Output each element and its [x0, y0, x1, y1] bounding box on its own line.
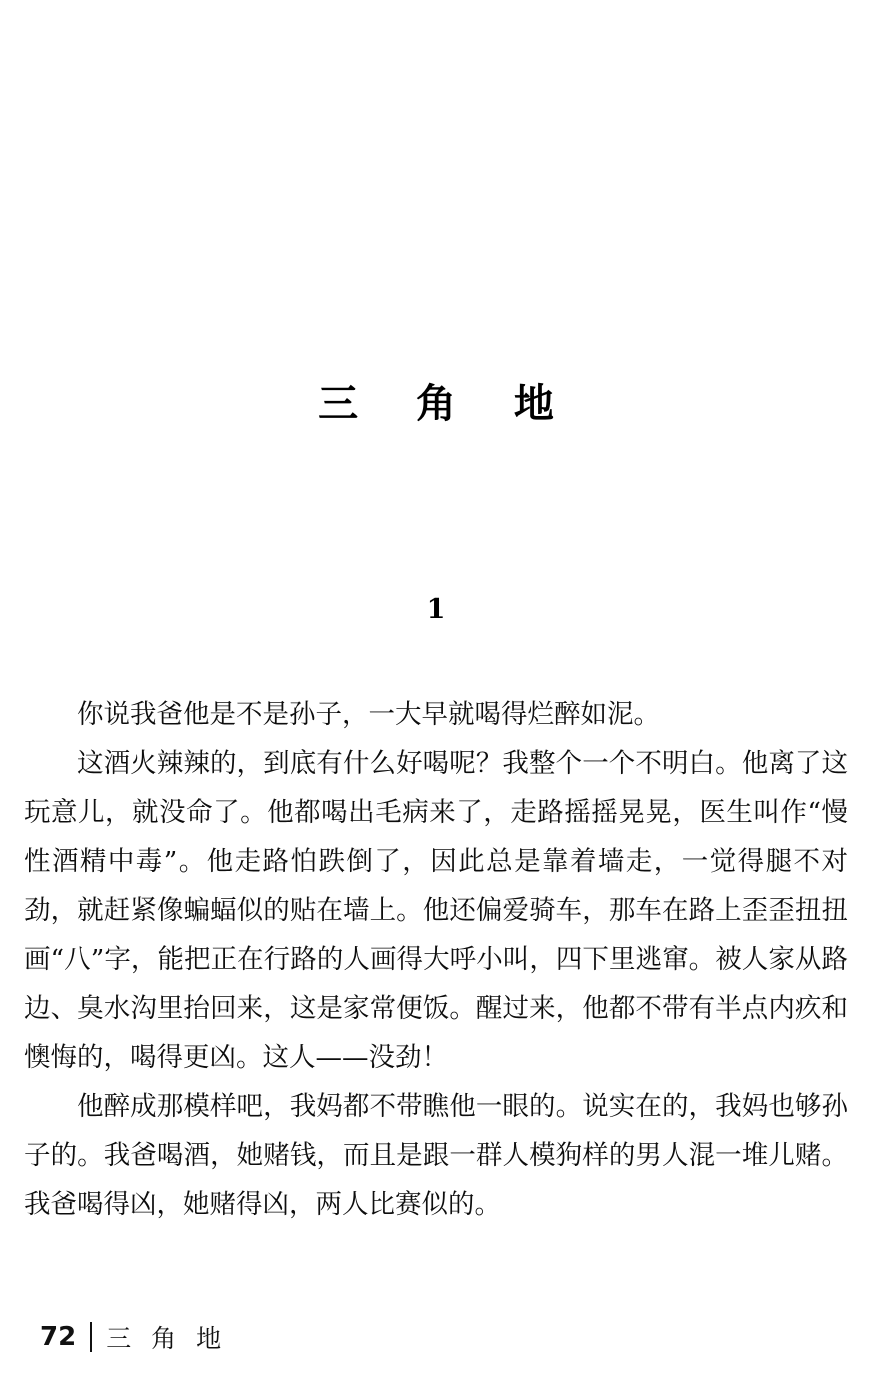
- footer-divider: [90, 1322, 92, 1352]
- page-footer: [40, 1319, 227, 1355]
- paragraph: 这酒火辣辣的，到底有什么好喝呢？我整个一个不明白。他离了这玩意儿，就没命了。他都喝出毛病来了，走路摇摇晃晃，医生叫作“慢性酒精中毒”。他走路怕跌倒了，因此总是靠着墙走，一觉得腿不对劲，就赶紧像蝙蝠似的贴在墙上。他还偏爱骑车，那车在路上歪歪扭扭画“八”字，能把正在行路的人画得大呼小叫，四下里逃窜。被人家从路边、臭水沟里抬回来，这是家常便饭。醒过来，他都不带有半点内疚和懊悔的，喝得更凶。这人——没劲！: [24, 748, 848, 1073]
- running-title: 三 角 地: [106, 1324, 228, 1353]
- paragraph: 他醉成那模样吧，我妈都不带瞧他一眼的。说实在的，我妈也够孙子的。我爸喝酒，她赌钱，而且是跟一群人模狗样的男人混一堆儿赌。我爸喝得凶，她赌得凶，两人比赛似的。: [24, 1091, 848, 1220]
- section-number: 1: [426, 594, 446, 625]
- page-number: 72: [40, 1322, 77, 1352]
- body-text: [24, 690, 848, 1229]
- chapter-title: 三 角 地: [318, 380, 576, 427]
- paragraph: 你说我爸他是不是孙子，一大早就喝得烂醉如泥。: [77, 699, 660, 730]
